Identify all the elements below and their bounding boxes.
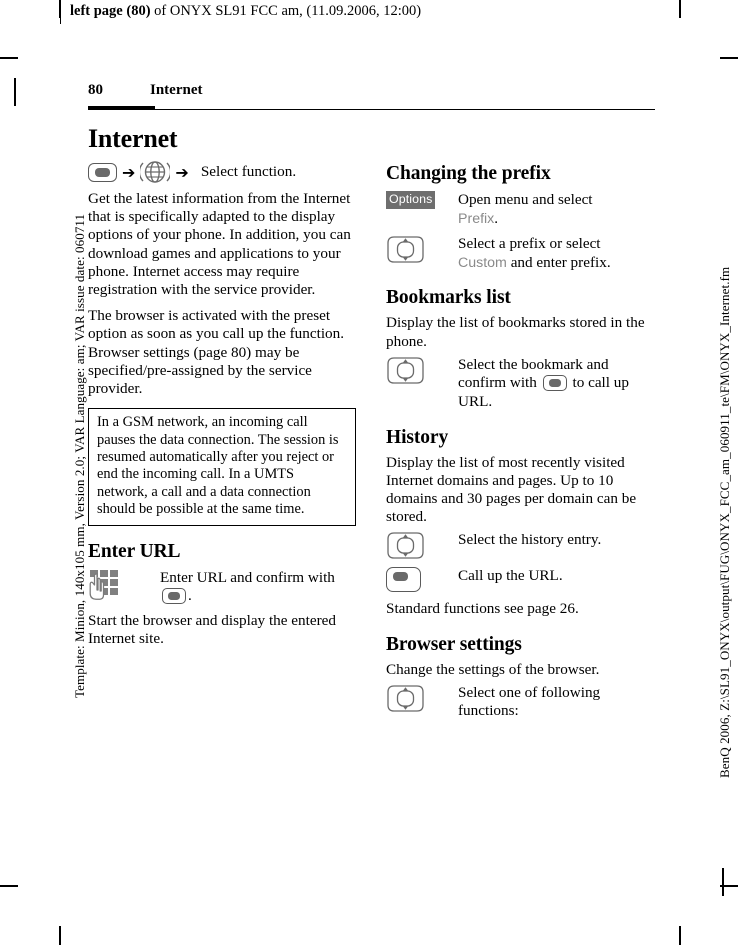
intro-paragraph-1: Get the latest information from the Internet that is specifically adapted to the display options of your phone. In addition, you can download games and applications to your phone. Internet access may require registration with the service provider. [88,190,351,299]
icon-cell [386,683,458,713]
instruction-text-before: Enter URL and confirm with [160,568,335,586]
section-heading-browser-settings: Browser settings [386,633,522,655]
print-header-bold: left page (80) [70,3,151,19]
instruction-text: Call up the URL. [458,567,563,585]
running-title: Internet [150,82,203,98]
menu-key-icon [162,588,186,604]
left-column [88,124,356,656]
icon-cell [386,530,458,560]
icon-cell [386,355,458,385]
arrow-right-icon-2: ➔ [175,162,189,182]
icon-cell [386,190,458,209]
instruction-row-select-history-entry [386,530,654,560]
bookmarks-paragraph: Display the list of bookmarks stored in the phone. [386,314,645,350]
navigation-key-icon [386,356,425,385]
header-rule-thick [88,106,155,110]
ui-term-custom: Custom [458,254,507,271]
instruction-text [458,355,654,412]
icon-cell [386,234,458,264]
crop-mark-top-right-vertical [679,0,681,18]
navigation-key-icon [386,531,425,560]
instruction-text [160,568,356,606]
side-note-left: Template: Minion, 140x105 mm, Version 2.0; VAR Language: am; VAR issue date: 060711 [72,213,87,698]
instruction-text-before: Open menu and select [458,191,593,208]
menu-key-icon [88,163,117,182]
header-rule-thin [88,109,655,110]
instruction-row-select-function [386,683,654,721]
ui-term-prefix: Prefix [458,210,495,227]
instruction-text-before: Select a prefix or select [458,235,601,253]
crop-mark-bottom-right-vertical [679,926,681,945]
side-note-right: BenQ 2006, Z:\SL91_ONYX\output\FUG\ONYX_FCC_am_060911_te\FM\ONYX_Internet.fm [717,266,732,778]
chapter-title: Internet [88,124,178,153]
crop-mark-bottom-left-horizontal [0,885,18,887]
instruction-text-after: to call up URL. [458,374,629,410]
section-heading-changing-the-prefix: Changing the prefix [386,163,551,184]
enter-url-following-paragraph: Start the browser and display the entered Internet site. [88,611,336,648]
instruction-text [458,234,654,272]
instruction-row-call-up-url [386,566,654,592]
navigation-key-icon [386,684,425,713]
navigation-path [88,160,356,184]
side-note-left-rule [14,78,16,106]
history-paragraph: Display the list of most recently visited Internet domains and pages. Up to 10 domains and 30 pages per domain can be stored. [386,453,637,526]
menu-key-icon [543,375,567,391]
intro-paragraph-2: The browser is activated with the preset option as soon as you call up the function. Browser settings (page 80) may be specified/pre-assigned by the service provider. [88,307,345,398]
navigation-key-icon [386,235,425,264]
instruction-text-after: . [188,587,192,605]
instruction-text: Select the history entry. [458,531,602,549]
globe-icon [140,158,170,186]
print-header [60,2,421,24]
section-heading-history: History [386,426,449,448]
side-note-right-rule [722,868,724,896]
section-heading-enter-url: Enter URL [88,540,181,562]
instruction-row-select-prefix [386,234,654,272]
keypad-hand-icon [88,569,122,601]
instruction-row-open-menu [386,190,654,228]
crop-mark-top-right-horizontal [720,57,738,59]
instruction-row-select-bookmark [386,355,654,412]
print-header-rest: of ONYX SL91 FCC am, (11.09.2006, 12:00) [150,3,422,19]
icon-cell [88,568,160,601]
instruction-row-enter-url [88,568,356,606]
menu-key-icon [386,567,421,592]
options-softkey-badge[interactable]: Options [386,191,435,209]
crop-mark-top-left-horizontal [0,57,18,59]
icon-cell [386,566,458,592]
instruction-text [458,190,654,228]
crop-mark-bottom-left-vertical [59,926,61,945]
history-footer-note: Standard functions see page 26. [386,600,579,618]
arrow-right-icon: ➔ [122,162,136,182]
browser-settings-paragraph: Change the settings of the browser. [386,660,600,678]
page-number: 80 [88,82,103,98]
instruction-text: Select one of following functions: [458,683,601,720]
right-column [386,162,654,727]
section-heading-bookmarks-list: Bookmarks list [386,287,511,309]
instruction-text-after: . [494,209,499,227]
note-box: In a GSM network, an incoming call pauses the data connection. The session is resumed automatically after you reject or end the incoming call. In a UMTS network, a call and a data connection should be possible at the same time. [88,408,356,525]
instruction-text-before: Select the bookmark and confirm with [458,355,609,392]
navigation-instruction: Select function. [200,162,297,180]
instruction-text-after: and enter prefix. [510,253,611,271]
